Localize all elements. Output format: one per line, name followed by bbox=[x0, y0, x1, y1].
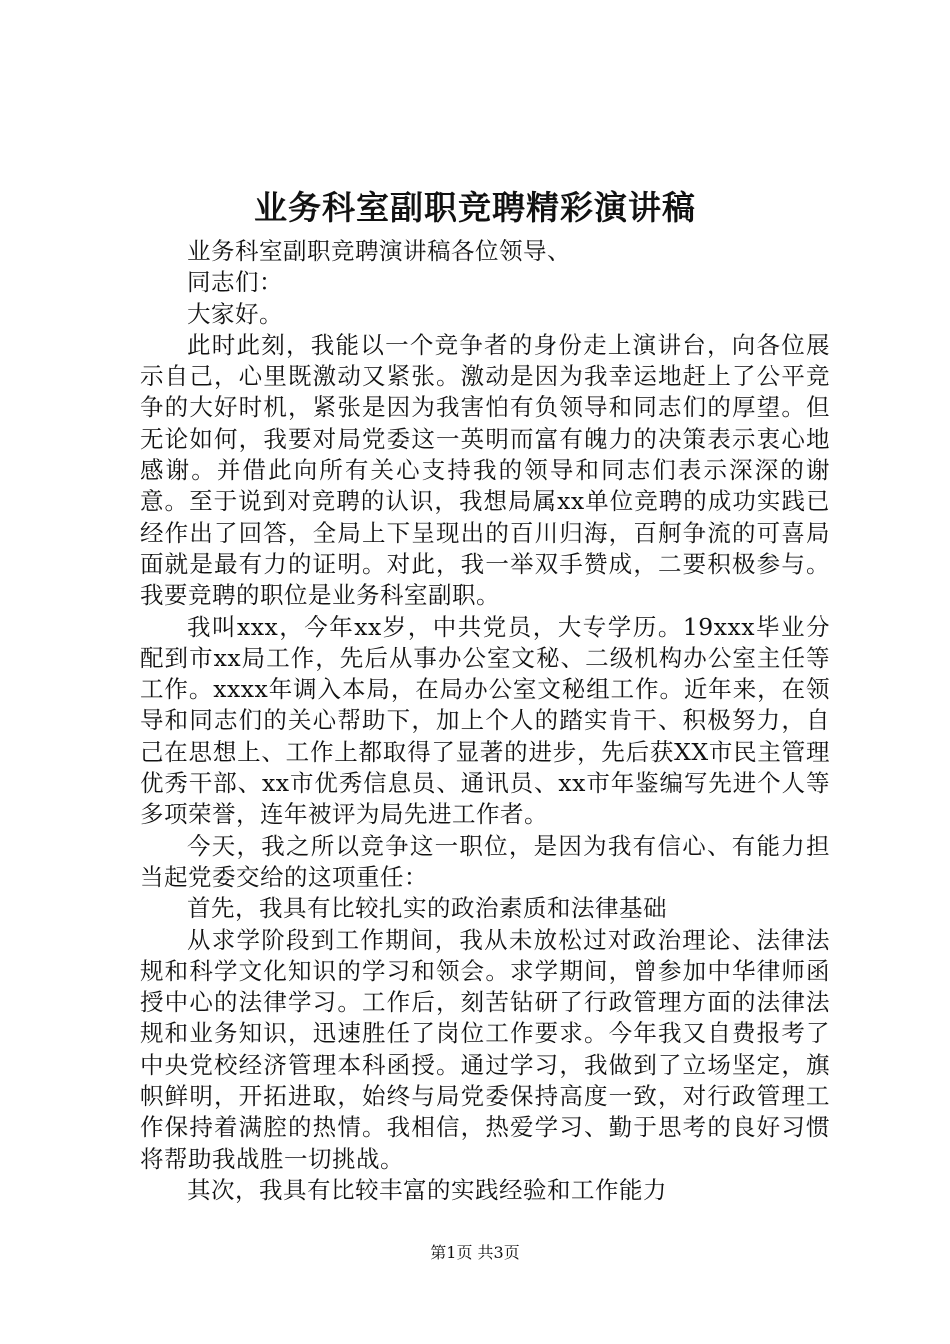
paragraph-3: 大家好。 bbox=[187, 299, 283, 328]
document-title: 业务科室副职竞聘精彩演讲稿 bbox=[254, 188, 696, 227]
paragraph-8: 从求学阶段到工作期间，我从未放松过对政治理论、法律法规和科学文化知识的学习和领会。求学期间，曾参加中华律师函授中心的法律学习。工作后，刻苦钻研了行政管理方面的法律法规和业务知识，迅速胜任了岗位工作要求。今年我又自费报考了中央党校经济管理本科函授。通过学习，我做到了立场坚定，旗帜鲜明，开拓进取，始终与局党委保持高度一致，对行政管理工作保持着满腔的热情。我相信，热爱学习、勤于思考的良好习惯将帮助我战胜一切挑战。 bbox=[140, 925, 830, 1173]
paragraph-7: 首先，我具有比较扎实的政治素质和法律基础 bbox=[187, 894, 667, 923]
paragraph-5: 我叫xxx，今年xx岁，中共党员，大专学历。19xxx毕业分配到市xx局工作，先后从事办公室文秘、二级机构办公室主任等工作。xxxx年调入本局，在局办公室文秘组工作。近年来，在领导和同志们的关心帮助下，加上个人的踏实肯干、积极努力，自己在思想上、工作上都取得了显著的进步，先后获XX市民主管理优秀干部、xx市优秀信息员、通讯员、xx市年鉴编写先进个人等多项荣誉，连年被评为局先进工作者。 bbox=[140, 612, 830, 829]
document-body bbox=[140, 236, 830, 1206]
paragraph-6: 今天，我之所以竞争这一职位，是因为我有信心、有能力担当起党委交给的这项重任： bbox=[140, 831, 830, 891]
paragraph-9: 其次，我具有比较丰富的实践经验和工作能力 bbox=[187, 1175, 667, 1204]
paragraph-1: 业务科室副职竞聘演讲稿各位领导、 bbox=[187, 237, 571, 265]
paragraph-4: 此时此刻，我能以一个竞争者的身份走上演讲台，向各位展示自己，心里既激动又紧张。激动是因为我幸运地赶上了公平竞争的大好时机，紧张是因为我害怕有负领导和同志们的厚望。但无论如何，我要对局党委这一英明而富有魄力的决策表示衷心地感谢。并借此向所有关心支持我的领导和同志们表示深深的谢意。至于说到对竞聘的认识，我想局属xx单位竞聘的成功实践已经作出了回答，全局上下呈现出的百川归海，百舸争流的可喜局面就是最有力的证明。对此，我一举双手赞成，二要积极参与。我要竞聘的职位是业务科室副职。 bbox=[140, 330, 830, 610]
page-footer: 第1页 共3页 bbox=[430, 1243, 520, 1262]
paragraph-2: 同志们： bbox=[187, 268, 283, 297]
